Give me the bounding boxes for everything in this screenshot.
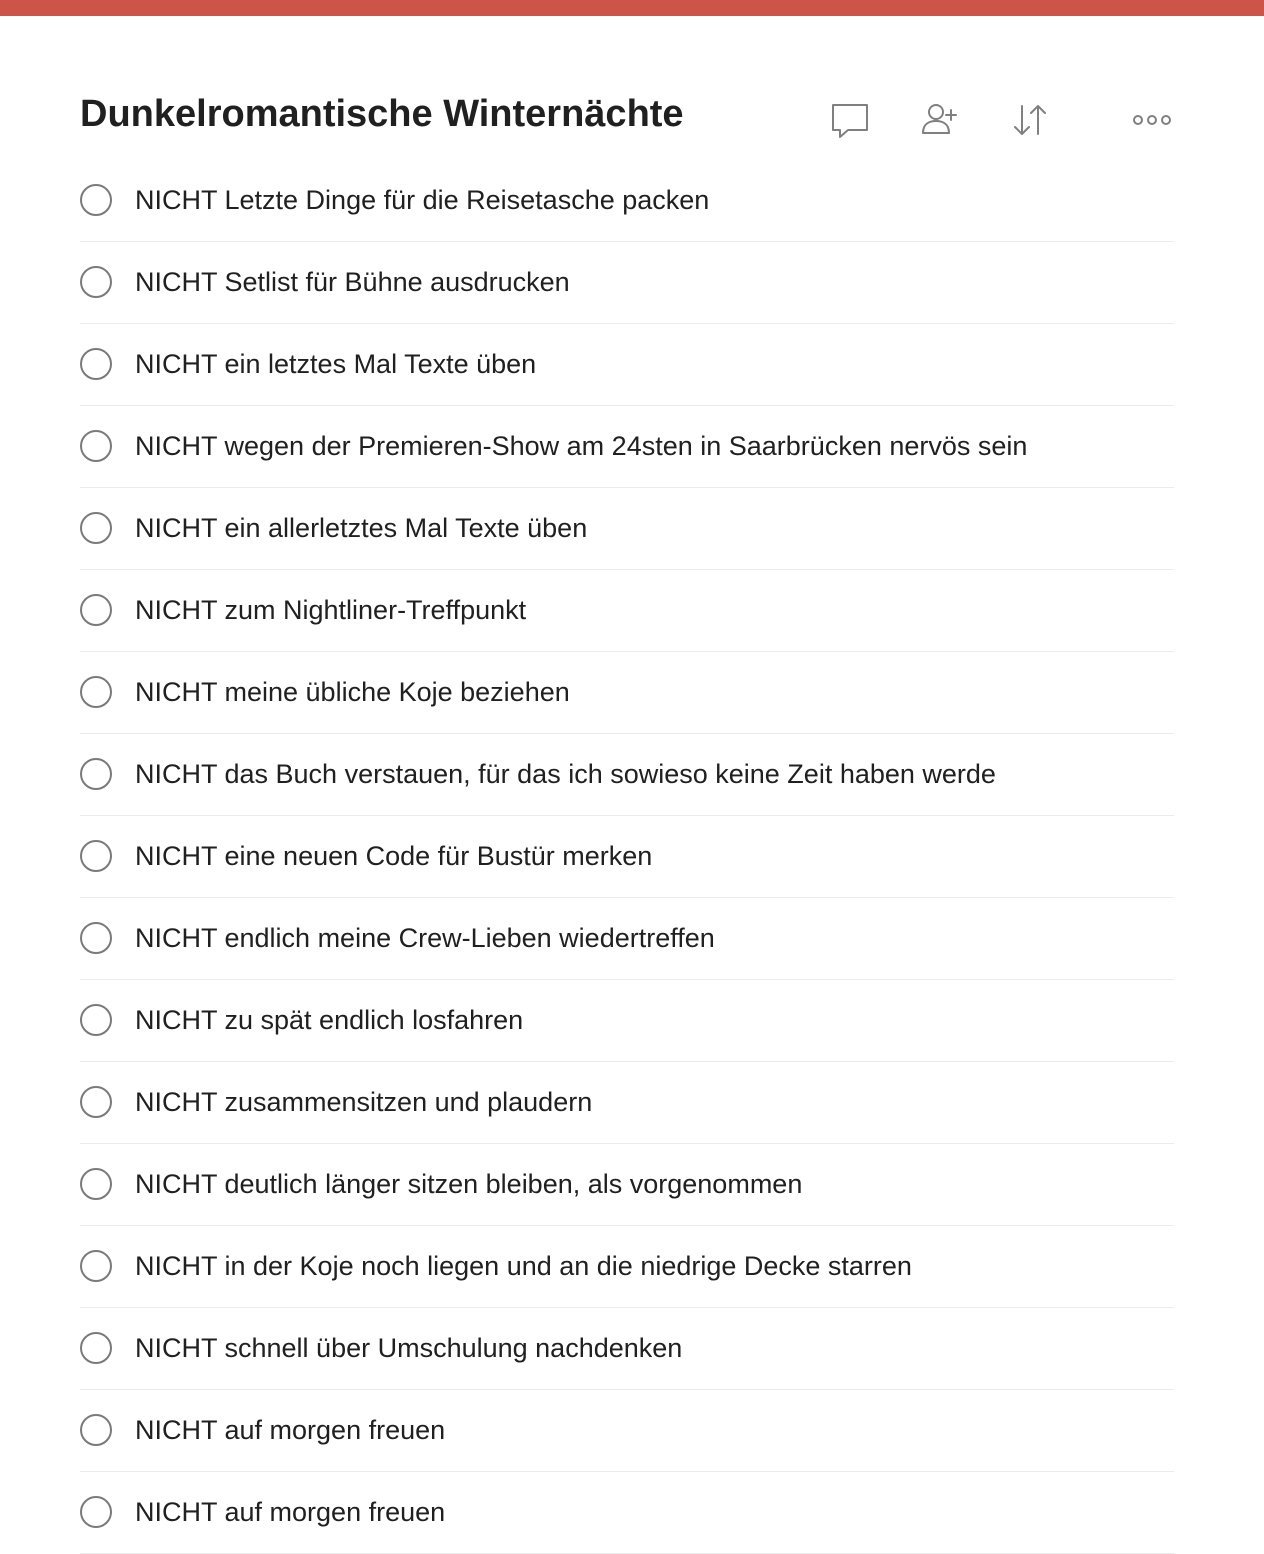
task-item[interactable] xyxy=(80,160,1174,242)
task-checkbox[interactable] xyxy=(80,922,112,954)
task-item[interactable] xyxy=(80,1062,1174,1144)
task-text: NICHT auf morgen freuen xyxy=(135,1497,446,1527)
comments-button[interactable] xyxy=(828,98,872,142)
task-item[interactable] xyxy=(80,1308,1174,1390)
task-item[interactable] xyxy=(80,734,1174,816)
sort-icon xyxy=(1010,100,1050,140)
task-text: NICHT ein allerletztes Mal Texte üben xyxy=(135,513,588,543)
more-icon xyxy=(1132,100,1172,140)
task-item[interactable] xyxy=(80,242,1174,324)
task-item[interactable] xyxy=(80,570,1174,652)
task-checkbox[interactable] xyxy=(80,1004,112,1036)
task-checkbox[interactable] xyxy=(80,1250,112,1282)
task-text: NICHT wegen der Premieren-Show am 24sten in Saarbrücken nervös sein xyxy=(135,431,1028,461)
task-checkbox[interactable] xyxy=(80,840,112,872)
more-button[interactable] xyxy=(1130,98,1174,142)
task-item[interactable] xyxy=(80,488,1174,570)
task-text: NICHT ein letztes Mal Texte üben xyxy=(135,349,537,379)
task-text: NICHT zum Nightliner-Treffpunkt xyxy=(135,595,527,625)
task-checkbox[interactable] xyxy=(80,184,112,216)
task-item[interactable] xyxy=(80,980,1174,1062)
task-checkbox[interactable] xyxy=(80,1168,112,1200)
task-checkbox[interactable] xyxy=(80,1086,112,1118)
task-item[interactable] xyxy=(80,652,1174,734)
task-text: NICHT deutlich länger sitzen bleiben, als vorgenommen xyxy=(135,1169,803,1199)
task-item[interactable] xyxy=(80,406,1174,488)
comment-icon xyxy=(830,100,870,140)
project-header xyxy=(80,88,1174,148)
task-checkbox[interactable] xyxy=(80,676,112,708)
task-item[interactable] xyxy=(80,1390,1174,1472)
task-item[interactable] xyxy=(80,1144,1174,1226)
task-text: NICHT auf morgen freuen xyxy=(135,1415,446,1445)
task-checkbox[interactable] xyxy=(80,266,112,298)
task-checkbox[interactable] xyxy=(80,594,112,626)
sort-button[interactable] xyxy=(1008,98,1052,142)
task-checkbox[interactable] xyxy=(80,348,112,380)
task-checkbox[interactable] xyxy=(80,512,112,544)
task-text: NICHT Letzte Dinge für die Reisetasche packen xyxy=(135,185,710,215)
top-accent-bar xyxy=(0,0,1264,16)
task-text: NICHT zu spät endlich losfahren xyxy=(135,1005,524,1035)
task-text: NICHT meine übliche Koje beziehen xyxy=(135,677,570,707)
task-text: NICHT zusammensitzen und plaudern xyxy=(135,1087,593,1117)
task-checkbox[interactable] xyxy=(80,430,112,462)
task-list xyxy=(80,160,1174,1554)
share-button[interactable] xyxy=(918,98,962,142)
task-checkbox[interactable] xyxy=(80,758,112,790)
task-checkbox[interactable] xyxy=(80,1414,112,1446)
header-actions xyxy=(828,98,1174,142)
task-checkbox[interactable] xyxy=(80,1332,112,1364)
task-text: NICHT in der Koje noch liegen und an die niedrige Decke starren xyxy=(135,1251,912,1281)
task-text: NICHT endlich meine Crew-Lieben wiedertreffen xyxy=(135,923,715,953)
task-item[interactable] xyxy=(80,1472,1174,1554)
task-text: NICHT Setlist für Bühne ausdrucken xyxy=(135,267,570,297)
page-title: Dunkelromantische Winternächte xyxy=(80,93,684,135)
task-checkbox[interactable] xyxy=(80,1496,112,1528)
add-person-icon xyxy=(920,100,960,140)
task-item[interactable] xyxy=(80,816,1174,898)
task-item[interactable] xyxy=(80,1226,1174,1308)
task-text: NICHT eine neuen Code für Bustür merken xyxy=(135,841,653,871)
task-text: NICHT schnell über Umschulung nachdenken xyxy=(135,1333,683,1363)
task-item[interactable] xyxy=(80,324,1174,406)
task-text: NICHT das Buch verstauen, für das ich sowieso keine Zeit haben werde xyxy=(135,759,996,789)
task-item[interactable] xyxy=(80,898,1174,980)
